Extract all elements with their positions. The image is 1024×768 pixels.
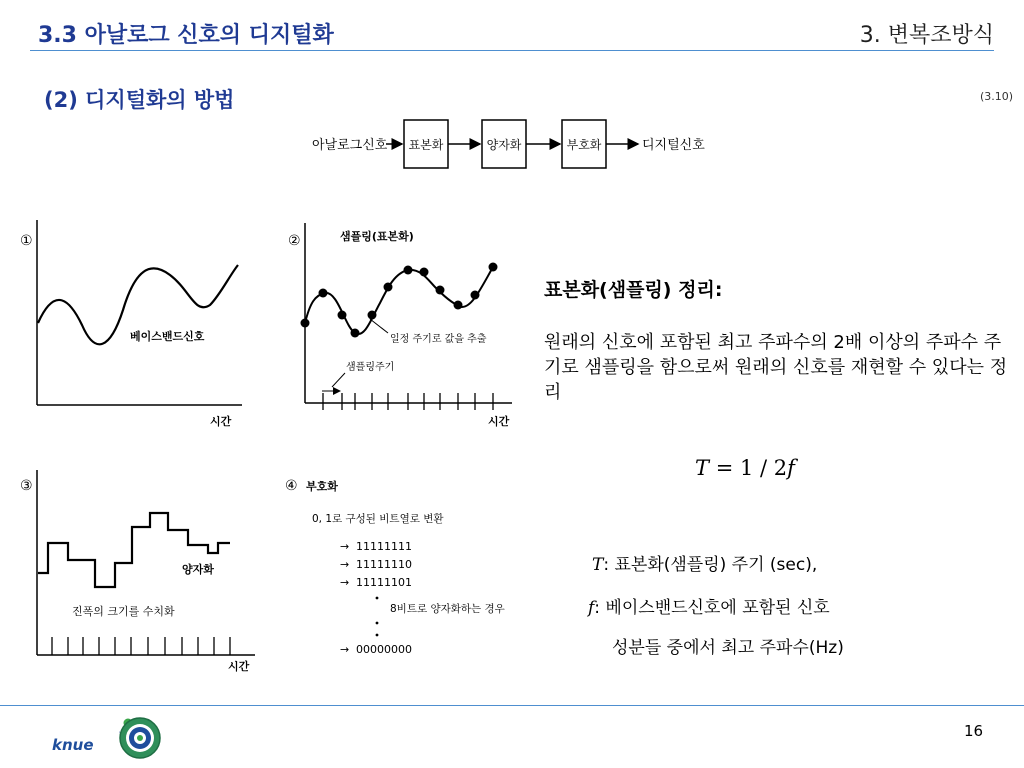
- encoding-description: 0, 1로 구성된 비트열로 변환: [312, 513, 444, 525]
- panel-1-baseband: [20, 220, 242, 428]
- panel-1-number: ①: [20, 233, 33, 249]
- amplitude-label: 진폭의 크기를 수치화: [72, 605, 175, 618]
- panel-2-title: 샘플링(표본화): [340, 230, 414, 243]
- arrow-icon: →: [340, 540, 350, 553]
- panel-4-encoding: [285, 478, 505, 656]
- panel-1-axis-label: 시간: [210, 415, 232, 428]
- panel-2-axis-label: 시간: [488, 415, 510, 428]
- university-seal-icon: [118, 716, 162, 760]
- code-value: 11111110: [356, 558, 412, 571]
- code-value: 00000000: [356, 643, 412, 656]
- block-diagram: [310, 108, 710, 180]
- page-number: 16: [964, 722, 984, 740]
- arrow-icon: →: [340, 558, 350, 571]
- encoding-block-label: 부호화: [566, 138, 602, 152]
- formula-lhs: T: [695, 456, 710, 480]
- panel-4-title: 부호화: [306, 480, 338, 493]
- T-symbol: T: [592, 555, 604, 575]
- definition-T: [592, 550, 817, 575]
- ellipsis-dot: [376, 622, 379, 625]
- panel-2-number: ②: [288, 233, 301, 249]
- panel-4-number: ④: [285, 478, 298, 494]
- chapter-title: 3. 변복조방식: [859, 23, 994, 48]
- definition-f: [588, 593, 830, 618]
- sampling-block-label: 표본화: [408, 138, 444, 152]
- section-title: 3.3 아날로그 신호의 디지털화: [38, 23, 334, 48]
- footer-rule: [0, 705, 1024, 706]
- knue-logo-text: knue: [52, 736, 94, 754]
- panel-3-axis-label: 시간: [228, 660, 250, 673]
- f-symbol: f: [588, 598, 595, 618]
- panel-3-quantization: [20, 470, 255, 673]
- diagram-output-label: 디지털신호: [642, 138, 705, 153]
- code-value: 11111111: [356, 540, 412, 553]
- f-definition: : 베이스밴드신호에 포함된 신호: [594, 598, 830, 618]
- equation-reference: (3.10): [980, 90, 1014, 103]
- theorem-body: 원래의 신호에 포함된 최고 주파수의 2배 이상의 주파수 주기로 샘플링을 함으로써 원래의 신호를 재현할 수 있다는 정리: [544, 332, 1008, 403]
- code-value: 11111101: [356, 576, 412, 589]
- subsection-title: (2) 디지털화의 방법: [44, 88, 235, 112]
- sampled-signal-curve: [305, 267, 493, 334]
- theorem-title: 표본화(샘플링) 정리:: [544, 279, 723, 301]
- definition-f-continued: 성분들 중에서 최고 주파수(Hz): [612, 638, 844, 658]
- diagram-input-label: 아날로그신호: [312, 138, 388, 153]
- sampling-ticks: [323, 393, 493, 410]
- sampling-note: 일정 주기로 값을 추출: [390, 334, 487, 345]
- quantization-block-label: 양자화: [486, 138, 522, 152]
- sampling-period-label: 샘플링주기: [346, 362, 395, 373]
- arrow-icon: →: [340, 643, 350, 656]
- ellipsis-dot: [376, 634, 379, 637]
- note-leader-line: [370, 319, 388, 333]
- formula-operator: = 1 / 2: [709, 456, 788, 480]
- quantization-label: 양자화: [182, 563, 214, 576]
- period-leader-line: [332, 373, 345, 387]
- arrow-icon: →: [340, 576, 350, 589]
- panel-3-number: ③: [20, 478, 33, 494]
- baseband-signal-label: 베이스밴드신호: [130, 330, 205, 343]
- sampling-formula: [695, 456, 795, 480]
- quantization-ticks: [52, 637, 230, 655]
- header-rule: [30, 50, 994, 51]
- panel-2-sampling: [288, 223, 512, 428]
- ellipsis-dot: [376, 597, 379, 600]
- quantization-bits-note: 8비트로 양자화하는 경우: [390, 603, 505, 615]
- digitization-figure: [10, 215, 530, 690]
- formula-f: f: [787, 456, 795, 480]
- T-definition: : 표본화(샘플링) 주기 (sec),: [603, 555, 818, 575]
